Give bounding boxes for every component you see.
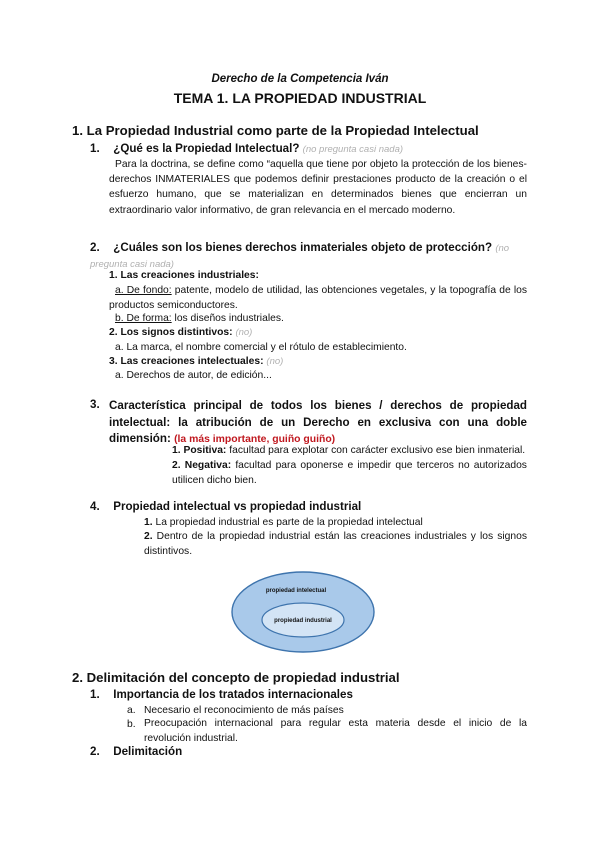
- section-2-question-1-heading: [90, 688, 353, 701]
- item-signos-distintivos: [109, 325, 252, 340]
- intelectuales-label: 3. Las creaciones intelectuales:: [109, 356, 264, 367]
- question-3-title: Característica principal de todos los bienes / derechos de propiedad intelectual: la atribución de un Derecho en exclusiva con una doble dimensión:: [109, 399, 527, 446]
- property-venn-diagram: [228, 568, 378, 658]
- section-2-question-2-number: 2.: [90, 745, 100, 758]
- dimension-positiva: [172, 443, 527, 458]
- question-4-heading: [90, 500, 361, 513]
- item-creaciones-intelectuales: [109, 354, 283, 369]
- dimension-negativa: [172, 458, 527, 488]
- item-derechos-autor: a. Derechos de autor, de edición...: [115, 370, 272, 381]
- treaties-item-b-number: b.: [127, 719, 136, 730]
- positiva-text: facultad para explotar con carácter exclusivo ese bien inmaterial.: [229, 445, 526, 456]
- section-2-question-2-heading: [90, 745, 182, 758]
- item-marca: a. La marca, el nombre comercial y el rótulo de establecimiento.: [115, 342, 407, 353]
- intelectuales-note: (no): [266, 356, 284, 367]
- negativa-text: facultad para oponerse e impedir que terceros no autorizados utilicen dicho bien.: [172, 460, 527, 487]
- section-2-heading: 2. Delimitación del concepto de propiedad industrial: [72, 670, 400, 685]
- de-fondo-text: patente, modelo de utilidad, las obtenciones vegetales, y la topografía de los productos semiconductores.: [109, 285, 527, 312]
- item-creaciones-industriales: 1. Las creaciones industriales:: [109, 270, 259, 281]
- question-1-heading: [90, 142, 530, 155]
- treaties-item-b-text: Preocupación internacional para regular esta materia desde el inicio de la revolución industrial.: [144, 718, 527, 745]
- comparison-point-2-number: 2.: [144, 531, 153, 542]
- document-title: TEMA 1. LA PROPIEDAD INDUSTRIAL: [173, 90, 427, 106]
- question-3-highlight: (la más importante, guiño guiño): [174, 434, 336, 446]
- signos-note: (no): [235, 327, 253, 338]
- comparison-point-1: [144, 515, 527, 530]
- inner-ellipse-label: propiedad industrial: [274, 618, 332, 624]
- question-1-body: Para la doctrina, se define como “aquella que tiene por objeto la protección de los bienes-derechos INMATERIALES que podemos definir prestaciones producto de la creación o el esfuerzo humano, que se materializan en determinados bienes que encierran un extraordinario valor informativo, de gran relevancia en el mercado moderno.: [109, 159, 527, 216]
- section-2-question-1-number: 1.: [90, 688, 100, 701]
- question-1-title: ¿Qué es la Propiedad Intelectual?: [113, 142, 300, 155]
- de-fondo-label: a. De fondo:: [115, 285, 172, 296]
- question-1-number: 1.: [90, 142, 100, 155]
- negativa-label: 2. Negativa:: [172, 460, 232, 471]
- question-3-number: 3.: [90, 398, 100, 411]
- section-1-heading: 1. La Propiedad Industrial como parte de la Propiedad Intelectual: [72, 123, 479, 138]
- signos-label: 2. Los signos distintivos:: [109, 327, 233, 338]
- comparison-point-2-text: Dentro de la propiedad industrial están las creaciones industriales y los signos distintivos.: [144, 531, 527, 558]
- comparison-point-1-number: 1.: [144, 517, 153, 528]
- question-2-number: 2.: [90, 241, 100, 254]
- de-forma-text: los diseños industriales.: [174, 313, 284, 324]
- section-2-question-2-title: Delimitación: [113, 745, 183, 758]
- question-3-heading: [109, 398, 527, 449]
- comparison-point-2: [144, 529, 527, 559]
- de-forma-label: b. De forma:: [115, 313, 172, 324]
- question-2-title: ¿Cuáles son los bienes derechos inmateriales objeto de protección?: [113, 241, 493, 254]
- course-name: Derecho de la Competencia Iván: [211, 73, 389, 85]
- question-2-note: (no pregunta casi nada): [90, 243, 510, 270]
- question-1-note: (no pregunta casi nada): [302, 144, 404, 155]
- question-4-number: 4.: [90, 500, 100, 513]
- positiva-label: 1. Positiva:: [172, 445, 227, 456]
- question-4-title: Propiedad intelectual vs propiedad industrial: [113, 500, 362, 513]
- item-de-forma: [115, 311, 284, 326]
- treaties-item-a-text: Necesario el reconocimiento de más países: [144, 705, 344, 716]
- comparison-point-1-text: La propiedad industrial es parte de la propiedad intelectual: [155, 517, 423, 528]
- treaties-item-a-number: a.: [127, 705, 136, 716]
- section-2-question-1-title: Importancia de los tratados internacionales: [113, 688, 353, 701]
- outer-ellipse-label: propiedad intelectual: [265, 588, 327, 594]
- item-de-fondo: [109, 283, 527, 313]
